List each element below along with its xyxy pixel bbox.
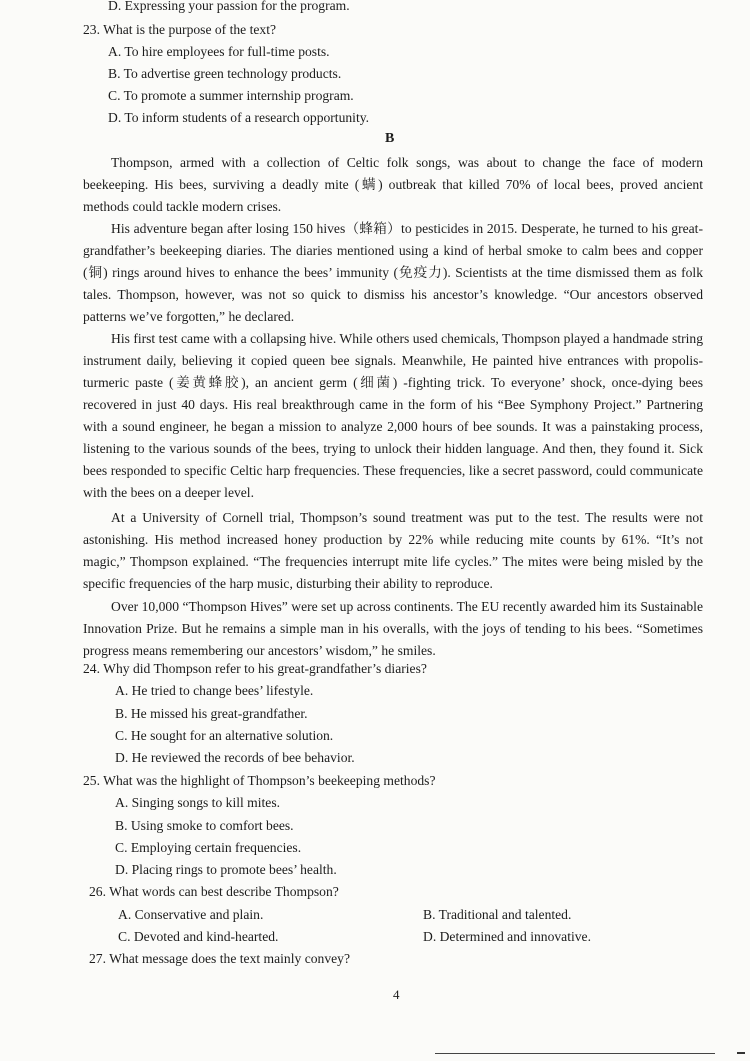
q27-question: 27. What message does the text mainly convey? <box>89 951 350 966</box>
q24-option-a: A. He tried to change bees’ lifestyle. <box>115 683 314 698</box>
q25-question: 25. What was the highlight of Thompson’s beekeeping methods? <box>83 773 436 788</box>
q24-option-c: C. He sought for an alternative solution. <box>115 728 334 743</box>
page-number: 4 <box>393 987 400 1002</box>
q25-option-d: D. Placing rings to promote bees’ health. <box>115 862 337 877</box>
q25-option-c: C. Employing certain frequencies. <box>115 840 302 855</box>
q25-option-b: B. Using smoke to comfort bees. <box>115 818 294 833</box>
paragraph-text: His first test came with a collapsing hive. While others used chemicals, Thompson played a handmade string instrument daily, believing it copied queen bee signals. Meanwhile, He painted hive entrances with propolis-turmeric paste (姜黄蜂胶), an ancient germ (细菌) -fighting trick. To everyone’ shock, once-dying bees recovered in just 40 days. His real breakthrough came in the form of his “Bee Symphony Project.” Partnering with a sound engineer, he began a mission to analyze 2,000 hours of bee sounds. It was a painstaking process, listening to the various sounds of the bees, trying to unlock their hidden language. And then, they found it. Sick bees responded to specific Celtic harp frequencies. These frequencies, like a secret password, could communicate with the bees on a deeper level. <box>83 331 703 500</box>
q25-option-a: A. Singing songs to kill mites. <box>115 795 281 810</box>
footer-dash <box>737 1052 745 1054</box>
passage-paragraph-5 <box>83 596 703 662</box>
passage-paragraph-3 <box>83 328 703 504</box>
q23-option-d: D. To inform students of a research opportunity. <box>108 110 370 125</box>
passage-paragraph-1 <box>83 152 703 218</box>
q26-option-a: A. Conservative and plain. <box>118 907 264 922</box>
q23-option-a: A. To hire employees for full-time posts. <box>108 44 330 59</box>
q22-option-d: D. Expressing your passion for the program. <box>108 0 350 13</box>
q26-question: 26. What words can best describe Thompson? <box>89 884 339 899</box>
q26-option-d: D. Determined and innovative. <box>423 929 591 944</box>
q23-option-b: B. To advertise green technology products. <box>108 66 342 81</box>
paragraph-text: Over 10,000 “Thompson Hives” were set up across continents. The EU recently awarded him its Sustainable Innovation Prize. But he remains a simple man in his overalls, with the joys of tending to his bees. “Sometimes progress means remembering our ancestors’ wisdom,” he smiles. <box>83 599 703 658</box>
passage-paragraph-4 <box>83 507 703 595</box>
q26-option-b: B. Traditional and talented. <box>423 907 572 922</box>
q23-question: 23. What is the purpose of the text? <box>83 22 277 37</box>
paragraph-text: At a University of Cornell trial, Thompson’s sound treatment was put to the test. The results were not astonishing. His method increased honey production by 22% while reducing mite counts by 61%. “It’s not magic,” Thompson explained. “The frequencies interrupt mite life cycles.” The mites were being misled by the specific frequencies of the harp music, disturbing their ability to reproduce. <box>83 510 703 591</box>
q24-question: 24. Why did Thompson refer to his great-grandfather’s diaries? <box>83 661 427 676</box>
q23-option-c: C. To promote a summer internship program. <box>108 88 354 103</box>
q24-option-b: B. He missed his great-grandfather. <box>115 706 308 721</box>
q24-option-d: D. He reviewed the records of bee behavior. <box>115 750 355 765</box>
paragraph-text: Thompson, armed with a collection of Celtic folk songs, was about to change the face of modern beekeeping. His bees, surviving a deadly mite (螨) outbreak that killed 70% of local bees, proved ancient methods could tackle modern crises. <box>83 155 703 214</box>
passage-paragraph-2 <box>83 218 703 328</box>
section-label: B <box>385 131 395 146</box>
q26-option-c: C. Devoted and kind-hearted. <box>118 929 279 944</box>
footer-rule <box>435 1053 715 1054</box>
paragraph-text: His adventure began after losing 150 hives（蜂箱）to pesticides in 2015. Desperate, he turned to his great-grandfather’s beekeeping diaries. The diaries mentioned using a kind of herbal smoke to calm bees and copper (铜) rings around hives to enhance the bees’ immunity (免疫力). Scientists at the time dismissed them as folk tales. Thompson, however, was not so quick to dismiss his ancestor’s knowledge. “Our ancestors observed patterns we’ve forgotten,” he declared. <box>83 221 703 324</box>
